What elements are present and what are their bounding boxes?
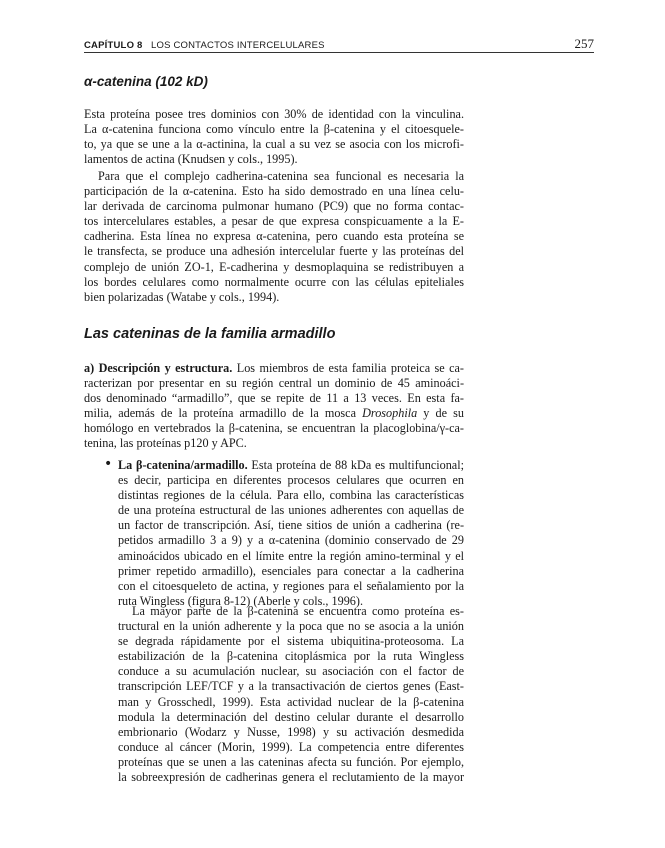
text-line: Esta proteína posee tres dominios con 30% de identidad con la vinculina.	[84, 107, 464, 121]
text-run: y de su	[417, 406, 464, 421]
header-rule	[84, 52, 594, 53]
species-name: Drosophila	[362, 406, 418, 421]
running-header	[84, 38, 594, 52]
text-line: de una proteína estructural de las uniones adherentes con aquellas de	[118, 503, 464, 518]
chapter-label: CAPÍTULO 8	[84, 40, 143, 51]
text-line: embrionario (Wodarz y Nusse, 1998) y su activación desmedida	[118, 724, 464, 739]
paragraph-beta-catenin-2	[118, 604, 464, 785]
page-number: 257	[574, 36, 594, 51]
text-line: petidos armadillo 3 a 9) y a α-catenina (dominio conservado de 29	[118, 533, 464, 548]
text-line: homólogo en vertebrados la β-catenina, se encuentran la placoglobina/γ-ca-	[84, 421, 464, 436]
text-line: le transfecta, se produce una adhesión intercelular fuerte y las proteínas del	[84, 244, 464, 259]
text-line	[118, 458, 464, 473]
paragraph-alpha-1	[84, 107, 464, 167]
text-run: Los miembros de esta familia proteica se ca-	[232, 361, 464, 375]
text-line: es decir, participa en diferentes procesos celulares que ocurren en	[118, 473, 464, 488]
text-line: modula la determinación del destino celular durante el desarrollo	[118, 709, 464, 724]
text-line: primer repetido armadillo), esenciales para conectar a la cadherina	[118, 563, 464, 578]
text-line	[84, 406, 464, 421]
text-line: participación de la α-catenina. Esto ha sido demostrado en una línea celu-	[84, 184, 464, 199]
text-line: tos intercelulares estables, a pesar de que expresa conspicuamente a la E-	[84, 214, 464, 229]
text-line: tructural en la unión adherente y la poca que no se asocia a la unión	[118, 619, 464, 634]
text-line: lamentos de actina (Knudsen y cols., 1995).	[84, 152, 298, 167]
text-run: Esta proteína de 88 kDa es multifuncional;	[247, 458, 464, 472]
text-line: proteínas que se unen a las cateninas afecta su función. Por ejemplo,	[118, 754, 464, 769]
text-line: complejo de unión ZO-1, E-cadherina y desmoplaquina se redistribuyen a	[84, 259, 464, 274]
paragraph-alpha-2	[84, 169, 464, 305]
text-line: lar derivada de carcinoma pulmonar humano (PC9) que no forma contac-	[84, 199, 464, 214]
text-line: tenina, las proteínas p120 y APC.	[84, 436, 247, 451]
text-line: conduce al cáncer (Morin, 1999). La competencia entre diferentes	[118, 739, 464, 754]
text-line: aminoácidos ubicado en el límite entre la región amino-terminal y el	[118, 548, 464, 563]
section-heading-alpha-catenin: α-catenina (102 kD)	[84, 74, 208, 89]
text-line: se degrada rápidamente por el sistema ubiquitina-proteosoma. La	[118, 634, 464, 649]
text-line: la sobreexpresión de cadherinas genera el reclutamiento de la mayor	[118, 770, 464, 785]
text-line: La mayor parte de la β-catenina se encuentra como proteína es-	[132, 604, 464, 618]
text-line: transcripción LEF/TCF y a la transactivación de ciertos genes (East-	[118, 679, 464, 694]
run-in-heading: a) Descripción y estructura.	[84, 361, 233, 375]
paragraph-description	[84, 361, 464, 452]
bullet-beta-catenin	[118, 458, 464, 609]
text-line: dos denominado “armadillo”, que se repite de 11 a 13 veces. En esta fa-	[84, 391, 464, 406]
bullet-heading: La β-catenina/armadillo.	[118, 458, 248, 472]
text-line	[84, 361, 464, 376]
section-heading-armadillo: Las cateninas de la familia armadillo	[84, 326, 336, 342]
text-line: racterizan por presentar en su región central un dominio de 45 aminoáci-	[84, 376, 464, 391]
text-line: to, ya que se une a la α-actinina, la cual a su vez se asocia con los microfi-	[84, 137, 464, 152]
text-line: con el citoesqueleto de actina, y regiones para el señalamiento por la	[118, 578, 464, 593]
text-line: man y Grosschedl, 1999). Esta actividad nuclear de la β-catenina	[118, 694, 464, 709]
text-line: estabilización de la β-catenina citoplásmica por la ruta Wingless	[118, 649, 464, 664]
chapter-heading	[84, 40, 325, 51]
text-run: milia, además de la proteína armadillo de la mosca	[84, 406, 363, 421]
text-line: los bordes celulares como normalmente ocurre con las células epiteliales	[84, 274, 464, 289]
text-line: bien polarizadas (Watabe y cols., 1994).	[84, 289, 280, 304]
bullet-marker: •	[104, 456, 113, 472]
chapter-title: LOS CONTACTOS INTERCELULARES	[151, 40, 325, 51]
text-line: distintas regiones de la célula. Para ello, combina las características	[118, 488, 464, 503]
text-line: Para que el complejo cadherina-catenina sea funcional es necesaria la	[98, 169, 464, 183]
text-line: ruta Wingless (figura 8-12) (Aberle y cols., 1996).	[118, 593, 363, 608]
text-line: cadherina. Esta línea no expresa α-catenina, pero cuando esta proteína se	[84, 229, 464, 244]
text-line: La α-catenina funciona como vínculo entre la β-catenina y el citoesquele-	[84, 122, 464, 137]
text-line: un factor de transcripción. Así, tiene sitios de unión a cadherina (re-	[118, 518, 464, 533]
text-line: conduce a su acumulación nuclear, su asociación con el factor de	[118, 664, 464, 679]
